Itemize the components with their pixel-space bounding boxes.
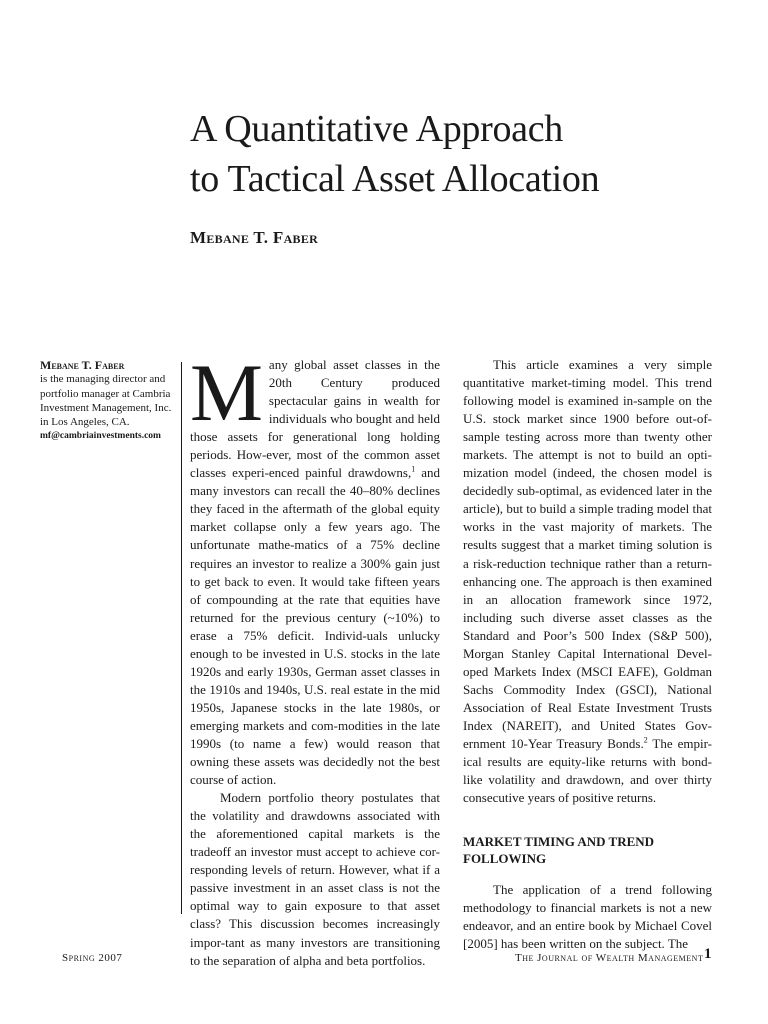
paragraph-2: Modern portfolio theory postulates that the volatility and drawdowns associated with the aforementioned capital markets is the tradeoff an investor must accept to achieve cor-responding levels of return. However, what if a passive investment in an asset class is not the optimal way to gain exposure to that asset class? This discussion becomes increasingly impor-tant as many investors are transitioning to the separation of alpha and beta portfolios. — [190, 790, 440, 968]
author-byline: Mebane T. Faber — [190, 228, 319, 247]
text-column-1 — [190, 347, 440, 970]
paragraph-3 — [463, 356, 712, 807]
page-number: 1 — [704, 946, 712, 962]
paragraph-1-text-a: any global asset classes in the 20th Century produced spectacular gains in wealth for individuals who bought and held those assets for generational long holding periods. How-ever, most of the common asset classes experi-enced painful drawdowns, — [190, 357, 440, 481]
paragraph-4: The application of a trend following methodology to financial markets is not a new endeavor, and an entire book by Michael Covel [2005] has been written on the subject. The — [463, 882, 712, 952]
footnote-ref-1[interactable]: 1 — [411, 464, 416, 474]
author-bio-sidebar — [40, 358, 175, 444]
article-title — [190, 104, 710, 204]
title-line-1: A Quantitative Approach — [190, 108, 564, 150]
paragraph-1 — [190, 347, 440, 789]
section-heading: MARKET TIMING AND TREND FOLLOWING — [463, 834, 655, 867]
title-line-2: to Tactical Asset Allocation — [190, 158, 600, 200]
sidebar-author-name: Mebane T. Faber — [40, 358, 125, 372]
column-divider-rule — [181, 362, 182, 914]
paragraph-3-text-a: This article examines a very simple quantitative market-timing model. This trend following model is examined in-sample on the U.S. stock market since 1900 before out-of-sample testing across more than twenty other markets. The attempt is not to build an opti-mization model (indeed, the chosen model is decidedly sub-optimal, as evidenced later in the article), but to build a simple trading model that works in the vast majority of markets. The results suggest that a market timing solution is a risk-reduction technique rather than a return-enhancing one. The approach is then examined in an allocation framework since 1972, including such diverse asset classes as the Standard and Poor’s 500 Index (S&P 500), Morgan Stanley Capital International Devel-oped Markets Index (MSCI EAFE), Goldman Sachs Commodity Index (GSCI), National Association of Real Estate Investment Trusts Index (NAREIT), and United States Gov-ernment 10-Year Treasury Bonds. — [463, 357, 712, 751]
author-email-link[interactable]: mf@cambriainvestments.com — [40, 431, 161, 442]
text-column-2 — [463, 356, 712, 953]
paragraph-3-text-b: The empir-ical results are equity-like returns with bond-like volatility and drawdown, and over thirty consecutive years of positive returns. — [463, 735, 712, 806]
sidebar-author-bio: is the managing director and portfolio manager at Cambria Investment Management, Inc. in Los Angeles, CA. — [40, 373, 172, 429]
footer-issue-date: Spring 2007 — [62, 952, 123, 964]
footer-journal-name: The Journal of Wealth Management — [515, 952, 704, 964]
footnote-ref-2[interactable]: 2 — [643, 735, 648, 745]
drop-cap: M — [190, 347, 263, 438]
paragraph-1-text-b: and many investors can recall the 40–80% declines they faced in the aftermath of the global equity market collapse only a few years ago. The unfortunate mathe-matics of a 75% decline requires an investor to realize a 300% gain just to get back to even. It would take fifteen years of compounding at the rate that equities have returned for the previous century (~10%) to erase a 75% deficit. Individ-uals unlucky enough to be invested in U.S. stocks in the late 1920s and early 1930s, German asset classes in the 1910s and 1940s, U.S. real estate in the mid 1950s, Japanese stocks in the late 1980s, or emerging markets and com-modities in the late 1990s (to name a few) would reason that owning these assets was decidedly not the best course of action. — [190, 465, 440, 788]
